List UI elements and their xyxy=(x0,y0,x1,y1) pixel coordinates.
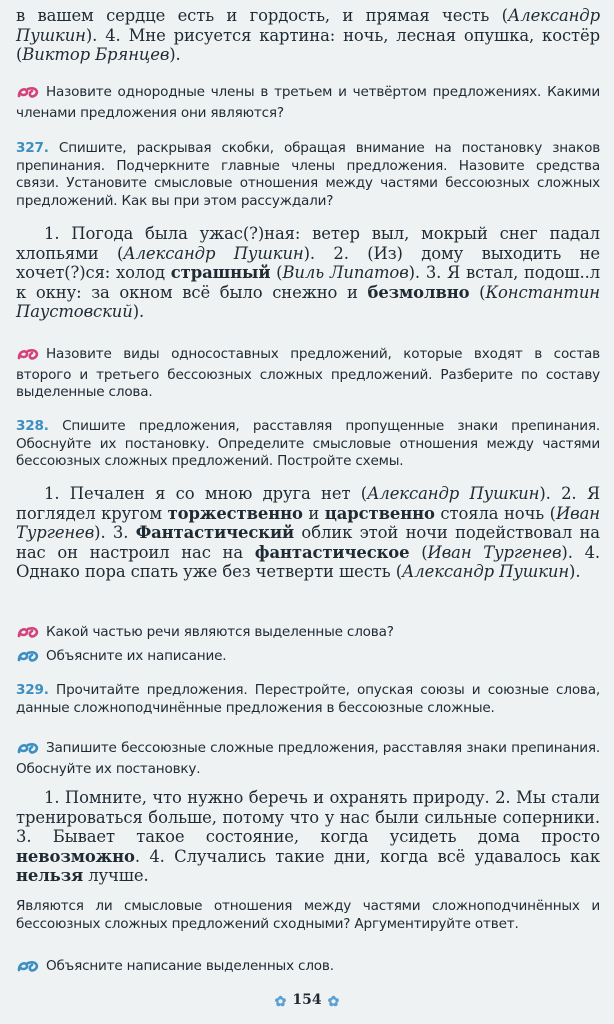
pink-question-icon xyxy=(16,347,42,367)
pink-question-icon xyxy=(16,85,42,105)
question-homogeneous: Назовите однородные члены в третьем и четвёртом предложениях. Какими членами предложения они являются? xyxy=(16,84,600,121)
exercise-number: 328. xyxy=(16,418,49,434)
question-highlighted-words: Объясните написание выделенных слов. xyxy=(16,958,600,979)
pink-question-icon xyxy=(16,625,42,645)
exercise-328-text: 1. Печален я со мною друга нет (Александр Пушкин). 2. Я поглядел кругом торжественно и царственно стояла ночь (Иван Тургенев). 3. Фантастический облик этой ночи подействовал на нас он настроил нас на фантастическое (Иван Тургенев). 4. Однако пора спать уже без четверти шесть (Александр Пушкин). xyxy=(16,484,601,582)
page-footer xyxy=(0,992,614,1010)
exercise-number: 327. xyxy=(16,140,49,156)
exercise-329-task2: Запишите бессоюзные сложные предложения, расставляя знаки препинания. Обоснуйте их постановку. xyxy=(16,740,600,777)
question-one-part-sentences: Назовите виды односоставных предложений, которые входят в состав второго и третьего бессоюзных сложных предложений. Разберите по составу выделенные слова. xyxy=(16,346,600,400)
blue-question-icon xyxy=(16,741,42,761)
ornament-left-icon: ✿ xyxy=(274,994,287,1010)
blue-question-icon xyxy=(16,959,42,979)
exercise-329-task: 329. Прочитайте предложения. Перестройте, опуская союзы и союзные слова, данные сложноподчинённые предложения в бессоюзные сложные. xyxy=(16,682,600,716)
intro-paragraph: в вашем сердце есть и гордость, и прямая честь (Александр Пушкин). 4. Мне рисуется картина: ночь, лесная опушка, костёр (Виктор Брянцев). xyxy=(16,6,600,65)
question-spelling: Объясните их написание. xyxy=(16,648,600,669)
ornament-right-icon: ✿ xyxy=(327,994,340,1010)
exercise-329-text: 1. Помните, что нужно беречь и охранять природу. 2. Мы стали тренироваться больше, потому что у нас были сильные соперники. 3. Бывает такое состояние, когда усидеть дома просто невозможно. 4. Случались такие дни, когда всё удавалось как нельзя лучше. xyxy=(16,788,600,886)
question-semantic-relations: Являются ли смысловые отношения между частями сложноподчинённых и бессоюзных сложных предложений сходными? Аргументируйте ответ. xyxy=(16,898,600,932)
blue-question-icon xyxy=(16,649,42,669)
question-part-of-speech: Какой частью речи являются выделенные слова? xyxy=(16,624,600,645)
page-number: 154 xyxy=(292,992,322,1008)
exercise-number: 329. xyxy=(16,682,49,698)
exercise-327-task: 327. Спишите, раскрывая скобки, обращая внимание на постановку знаков препинания. Подчеркните главные члены предложения. Назовите средства связи. Установите смысловые отношения между частями бессоюзных сложных предложений. Как вы при этом рассуждали? xyxy=(16,140,601,209)
exercise-328-task: 328. Спишите предложения, расставляя пропущенные знаки препинания. Обоснуйте их постановку. Определите смысловые отношения между частями бессоюзных сложных предложений. Постройте схемы. xyxy=(16,418,600,469)
exercise-327-text: 1. Погода была ужас(?)ная: ветер выл, мокрый снег падал хлопьями (Александр Пушкин). 2. (Из) дому выходить не хочет(?)ся: холод страшный (Виль Липатов). 3. Я встал, подош..л к окну: за окном всё было снежно и безмолвно (Константин Паустовский). xyxy=(16,224,601,322)
